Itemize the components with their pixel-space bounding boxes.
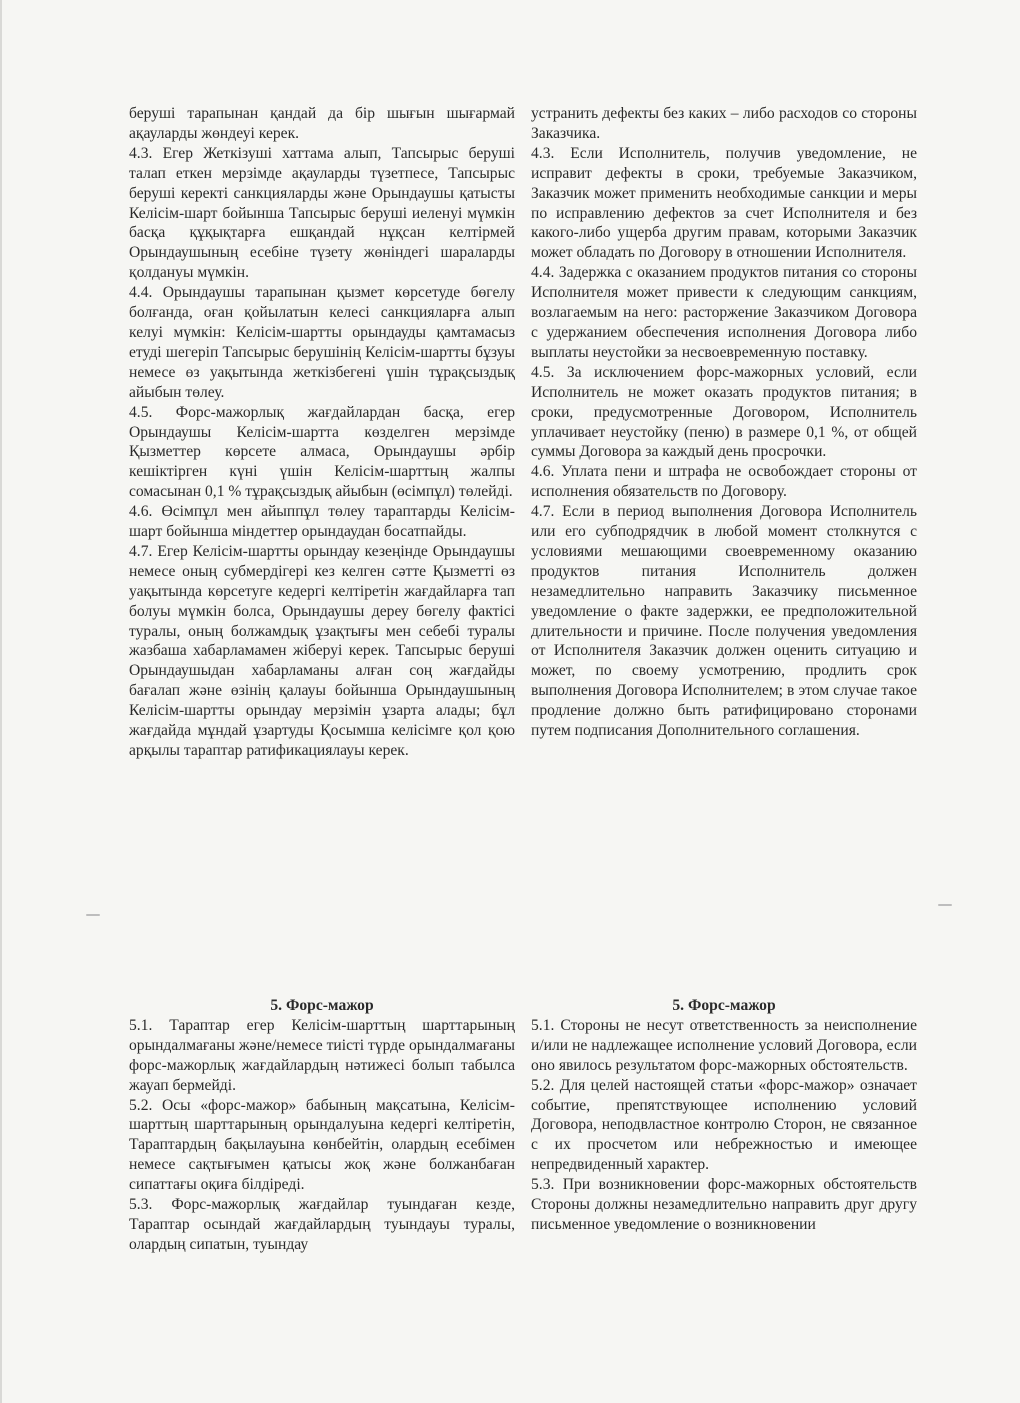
- ru-paragraph-4-2-end: устранить дефекты без каких – либо расходов со стороны Заказчика.: [531, 105, 917, 142]
- ru-paragraph-4-3: 4.3. Если Исполнитель, получив уведомление, не исправит дефекты в сроки, требуемые Заказчиком, Заказчик может применить необходимые санкции и меры по исправлению дефектов за счет Исполнителя и без какого-либо ущерба другим правам, которыми Заказчик может обладать по Договору в отношении Исполнителя.: [531, 144, 917, 262]
- left-section-force-majeure: [129, 996, 515, 1255]
- left-column-kazakh: [129, 104, 515, 761]
- kz-paragraph-4-2-end: беруші тарапынан қандай да бір шығын шығармай ақауларды жөндеуі керек.: [129, 105, 515, 142]
- ru-section-heading: 5. Форс-мажор: [672, 997, 776, 1014]
- ru-paragraph-4-4: 4.4. Задержка с оказанием продуктов питания со стороны Исполнителя может привести к следующим санкциям, возлагаемым на него: расторжение Заказчиком Договора с удержанием обеспечения исполнения Договора либо выплаты неустойки за несвоевременную поставку.: [531, 264, 917, 361]
- kz-paragraph-4-5: 4.5. Форс-мажорлық жағдайлардан басқа, егер Орындаушы Келісім-шартта көзделген мерзімде Қызметтер көрсете алмаса, Орындаушы әрбір кешіктірген күні үшін Келісім-шарттың жалпы сомасынан 0,1 % тұрақсыздық айыбын (өсімпұл) төлейді.: [129, 403, 515, 501]
- ru-paragraph-5-2: 5.2. Для целей настоящей статьи «форс-мажор» означает событие, препятствующее исполнению условий Договора, неподвластное контролю Сторон, не связанное с их просчетом или небрежностью и имеющее непредвиденный характер.: [531, 1076, 917, 1174]
- kz-paragraph-4-7: 4.7. Егер Келісім-шартты орындау кезеңінде Орындаушы немесе оның субмердігері кез келген сәтте Қызметті өз уақытында көрсетуге кедергі келтіретін жағдайларға тап болуы мүмкін болса, Орындаушы дереу бөгелу фактісі туралы, оның болжамдық ұзақтығы мен себебі туралы жазбаша хабарламамен жіберуі керек. Тапсырыс беруші Орындаушыдан хабарламаны алған соң жағдайды бағалап және өзінің қалауы бойынша Орындаушының Келісім-шартты орындау мерзімін ұзарта алады; бұл жағдайда мұндай ұзартуды Қосымша келісімге қол қою арқылы тараптар ратификациялауы керек.: [129, 542, 515, 759]
- kz-paragraph-5-2: 5.2. Осы «форс-мажор» бабының мақсатына, Келісім-шарттың шарттарының орындалуына кедергі келтіретін, Тараптардың бақылауына көнбейтін, олардың есебімен немесе сақтығымен қатысы жоқ және болжанбаған сипаттағы оқиға білдіреді.: [129, 1096, 515, 1194]
- kz-section-heading: 5. Форс-мажор: [270, 997, 374, 1014]
- scan-binding-mark: [938, 904, 952, 906]
- kz-paragraph-4-3: 4.3. Егер Жеткізуші хаттама алып, Тапсырыс беруші талап еткен мерзімде ақауларды түзетпесе, Тапсырыс беруші керекті санкцияларды және Орындаушы қатысты Келісім-шарт бойынша Тапсырыс беруші иеленуі мүмкін басқа құқықтарға ешқандай нұқсан келтірмей Орындаушының есебіне түзету жөніндегі шараларды қолдануы мүмкін.: [129, 144, 515, 282]
- ru-paragraph-4-6: 4.6. Уплата пени и штрафа не освобождает стороны от исполнения обязательств по Договору.: [531, 463, 917, 501]
- right-column-russian: [531, 104, 917, 741]
- ru-paragraph-5-3: 5.3. При возникновении форс-мажорных обстоятельств Стороны должны незамедлительно направить друг другу письменное уведомление о возникновении: [531, 1176, 917, 1233]
- ru-paragraph-5-1: 5.1. Стороны не несут ответственность за неисполнение и/или не надлежащее исполнение условий Договора, если оно явилось результатом форс-мажорных обстоятельств.: [531, 1016, 917, 1074]
- ru-paragraph-4-7: 4.7. Если в период выполнения Договора Исполнитель или его субподрядчик в любой момент столкнутся с условиями мешающими своевременному оказанию продуктов питания Исполнитель должен незамедлительно направить Заказчику письменное уведомление о факте задержки, ее предположительной длительности и причине. После получения уведомления от Исполнителя Заказчик должен оценить ситуацию и может, по своему усмотрению, продлить срок выполнения Договора Исполнителем; в этом случае такое продление должно быть ратифицировано сторонами путем подписания Дополнительного соглашения.: [531, 503, 917, 740]
- kz-paragraph-5-1: 5.1. Тараптар егер Келісім-шарттың шарттарының орындалмағаны және/немесе тиісті түрде орындалмағаны форс-мажорлық жағдайлардың нәтижесі болып табылса жауап бермейді.: [129, 1016, 516, 1094]
- ru-paragraph-4-5: 4.5. За исключением форс-мажорных условий, если Исполнитель не может оказать продуктов питания; в сроки, предусмотренные Договором, Исполнитель уплачивает неустойку (пеню) в размере 0,1 %, от общей суммы Договора за каждый день просрочки.: [531, 363, 917, 461]
- right-section-force-majeure: [531, 996, 917, 1235]
- scan-binding-mark: [86, 914, 100, 916]
- kz-paragraph-4-6: 4.6. Өсімпұл мен айыппұл төлеу тараптарды Келісім-шарт бойынша міндеттер орындаудан босатпайды.: [129, 503, 515, 541]
- kz-paragraph-4-4: 4.4. Орындаушы тарапынан қызмет көрсетуде бөгелу болғанда, оған қойылатын келесі санкцияларға алып келуі мүмкін: Келісім-шартты орындауды қамтамасыз етуді шегеріп Тапсырыс берушінің Келісім-шартты бұзуы немесе өз уақытында жеткізбегені үшін тұрақсыздық айыбын төлеу.: [129, 284, 515, 401]
- kz-paragraph-5-3: 5.3. Форс-мажорлық жағдайлар туындаған кезде, Тараптар осындай жағдайлардың туындауы туралы, олардың сипатын, туындау: [129, 1196, 515, 1253]
